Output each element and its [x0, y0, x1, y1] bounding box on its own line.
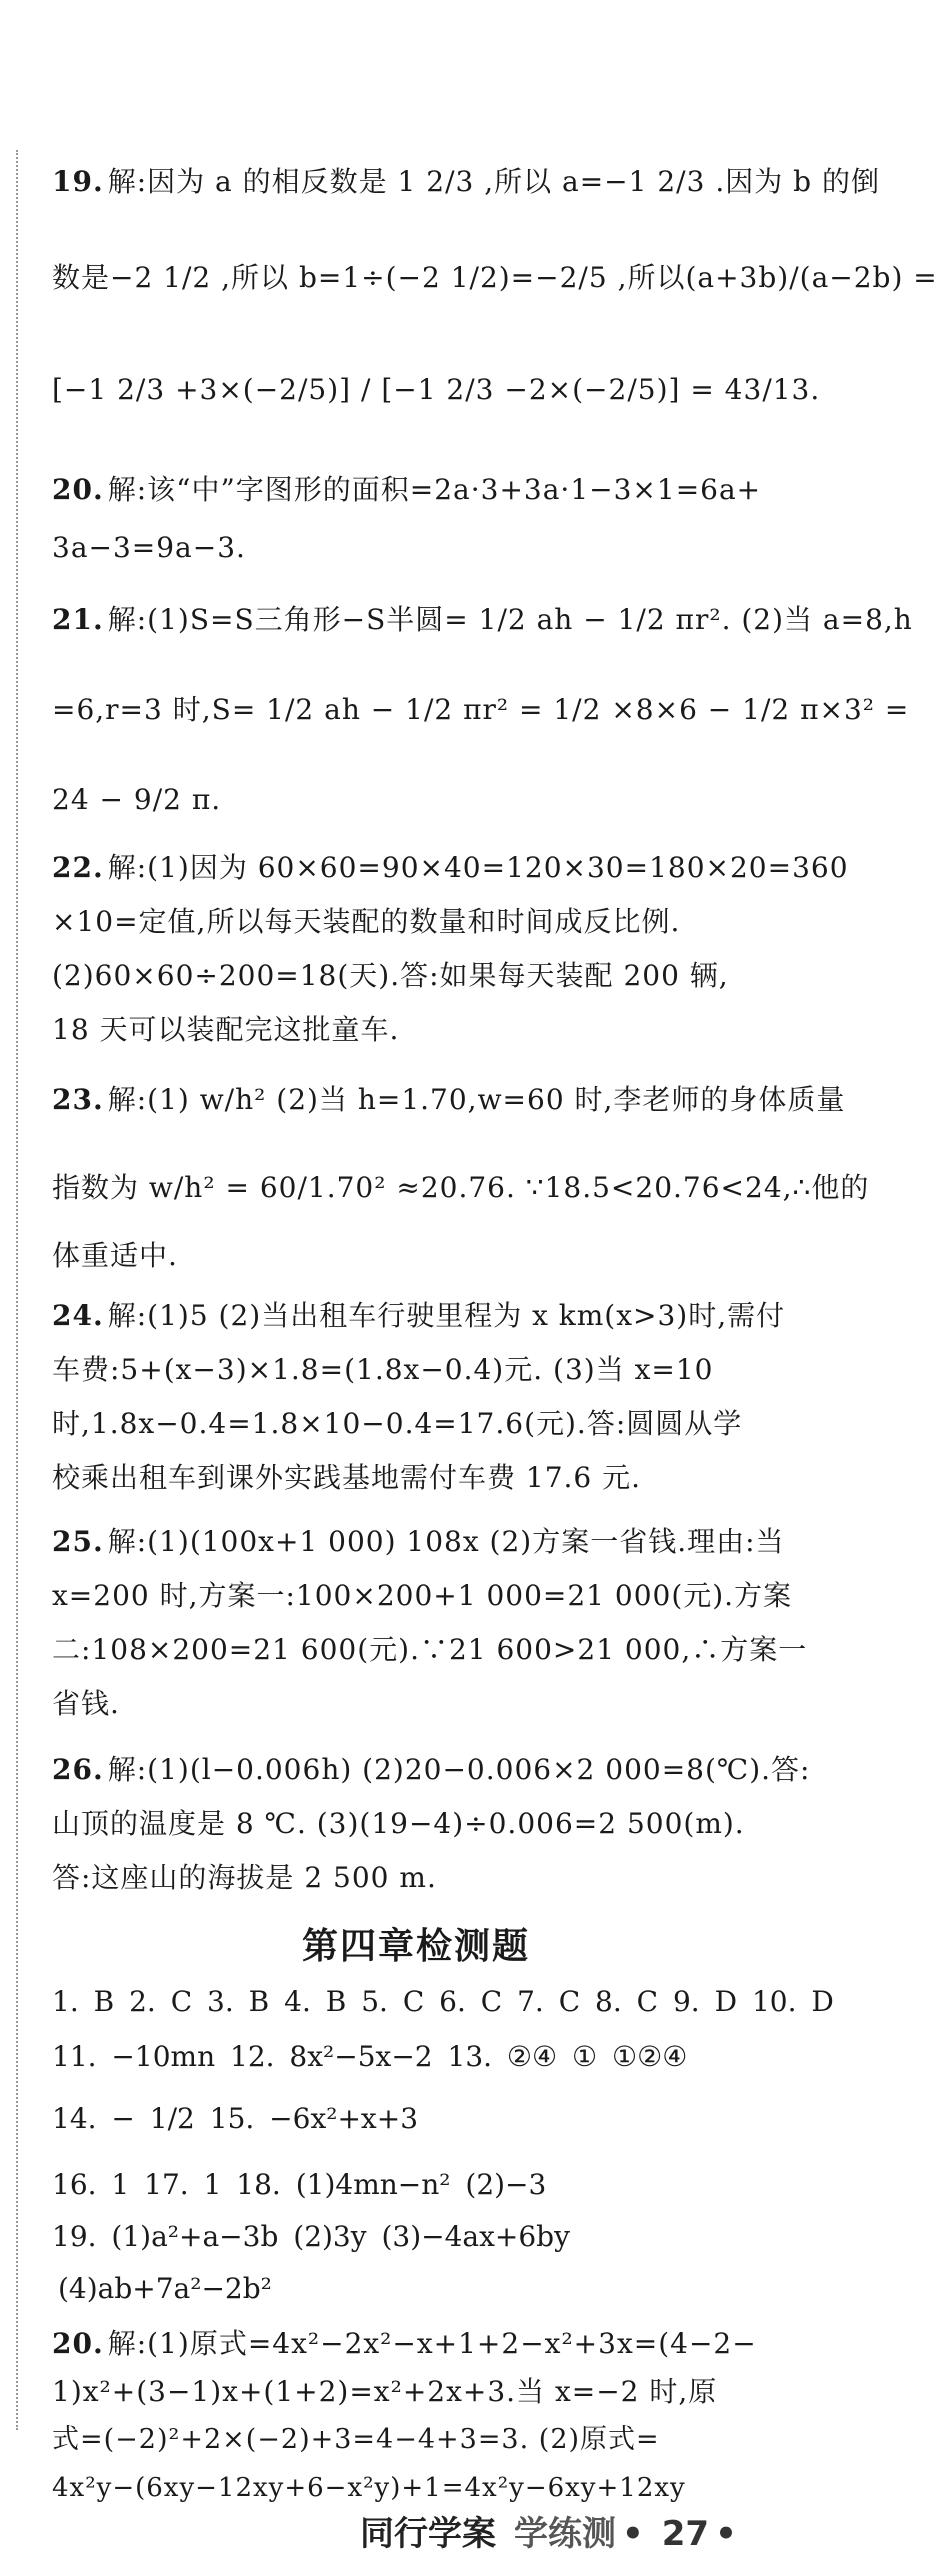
test-q20-line-1: 20. 解:(1)原式=4x²−2x²−x+1+2−x²+3x=(4−2− — [52, 2327, 757, 2360]
q24-line-1: 24. 解:(1)5 (2)当出租车行驶里程为 x km(x>3)时,需付 — [52, 1299, 786, 1332]
q25-line-1: 25. 解:(1)(100x+1 000) 108x (2)方案一省钱.理由:当 — [52, 1525, 785, 1558]
q22-line-3: (2)60×60÷200=18(天).答:如果每天装配 200 辆, — [52, 959, 729, 992]
q19-line-3: [−1 2/3 +3×(−2/5)] / [−1 2/3 −2×(−2/5)] = 43/13. — [52, 373, 821, 406]
q24-line-4: 校乘出租车到课外实践基地需付车费 17.6 元. — [52, 1461, 642, 1494]
answers-row-5: 19. (1)a²+a−3b (2)3y (3)−4ax+6by — [52, 2220, 570, 2253]
answers-row-2: 11. −10mn 12. 8x²−5x−2 13. ②④ ① ①②④ — [52, 2040, 688, 2073]
q22-line-4: 18 天可以装配完这批童车. — [52, 1013, 400, 1046]
q23-line-1: 23. 解:(1) w/h² (2)当 h=1.70,w=60 时,李老师的身体质量 — [52, 1083, 846, 1116]
answers-row-3: 14. − 1/2 15. −6x²+x+3 — [52, 2102, 419, 2135]
q24-line-3: 时,1.8x−0.4=1.8×10−0.4=17.6(元).答:圆圆从学 — [52, 1407, 743, 1440]
answers-row-4: 16. 1 17. 1 18. (1)4mn−n² (2)−3 — [52, 2168, 547, 2201]
q24-number: 24. — [52, 1299, 104, 1332]
answers-row-6: (4)ab+7a²−2b² — [58, 2272, 272, 2305]
q24-line-2: 车费:5+(x−3)×1.8=(1.8x−0.4)元. (3)当 x=10 — [52, 1353, 714, 1386]
test-q20-number: 20. — [52, 2327, 104, 2360]
q25-line-2: x=200 时,方案一:100×200+1 000=21 000(元).方案 — [52, 1579, 793, 1612]
answers-row-1: 1. B 2. C 3. B 4. B 5. C 6. C 7. C 8. C 9. D 10. D — [52, 1985, 834, 2018]
test-q20-line-4: 4x²y−(6xy−12xy+6−x²y)+1=4x²y−6xy+12xy — [52, 2473, 686, 2503]
q21-line-2: =6,r=3 时,S= 1/2 ah − 1/2 πr² = 1/2 ×8×6 − 1/2 π×3² = — [52, 693, 910, 726]
q22-line-2: ×10=定值,所以每天装配的数量和时间成反比例. — [52, 905, 681, 938]
q26-line-1: 26. 解:(1)(l−0.006h) (2)20−0.006×2 000=8(℃).答: — [52, 1753, 811, 1786]
q22-line-1: 22. 解:(1)因为 60×60=90×40=120×30=180×20=360 — [52, 851, 849, 884]
q21-number: 21. — [52, 603, 104, 636]
binding-margin-line — [16, 150, 18, 2430]
q20-line-1: 20. 解:该“中”字图形的面积=2a·3+3a·1−3×1=6a+ — [52, 473, 762, 506]
footer-dot-right: • — [715, 2514, 737, 2554]
q22-number: 22. — [52, 851, 104, 884]
page-number: 27 — [661, 2514, 710, 2554]
q23-line-3: 体重适中. — [52, 1239, 178, 1272]
q19-number: 19. — [52, 165, 104, 198]
q26-line-2: 山顶的温度是 8 ℃. (3)(19−4)÷0.006=2 500(m). — [52, 1807, 745, 1840]
q26-line-3: 答:这座山的海拔是 2 500 m. — [52, 1861, 437, 1894]
footer-brand: 同行学案 — [360, 2514, 496, 2554]
footer-dot-left: • — [622, 2514, 644, 2554]
q21-line-1: 21. 解:(1)S=S三角形−S半圆= 1/2 ah − 1/2 πr². (2)当 a=8,h — [52, 603, 913, 636]
q25-number: 25. — [52, 1525, 104, 1558]
test-q20-line-2: 1)x²+(3−1)x+(1+2)=x²+2x+3.当 x=−2 时,原 — [52, 2375, 718, 2408]
page-footer — [360, 2506, 743, 2555]
q23-number: 23. — [52, 1083, 104, 1116]
q26-number: 26. — [52, 1753, 104, 1786]
q21-line-3: 24 − 9/2 π. — [52, 783, 222, 816]
q20-line-2: 3a−3=9a−3. — [52, 531, 246, 564]
footer-subtitle: 学练测 — [514, 2514, 616, 2554]
test-q20-line-3: 式=(−2)²+2×(−2)+3=4−4+3=3. (2)原式= — [52, 2424, 660, 2455]
q20-number: 20. — [52, 473, 104, 506]
q25-line-4: 省钱. — [52, 1687, 120, 1720]
chapter-title: 第四章检测题 — [302, 1926, 531, 1967]
q19-line-2: 数是−2 1/2 ,所以 b=1÷(−2 1/2)=−2/5 ,所以(a+3b)/(a−2b) = — [52, 261, 938, 294]
q23-line-2: 指数为 w/h² = 60/1.70² ≈20.76. ∵18.5<20.76<24,∴他的 — [52, 1171, 870, 1204]
q25-line-3: 二:108×200=21 600(元).∵21 600>21 000,∴方案一 — [52, 1633, 808, 1666]
q19-line-1: 19. 解:因为 a 的相反数是 1 2/3 ,所以 a=−1 2/3 .因为 b 的倒 — [52, 165, 880, 198]
